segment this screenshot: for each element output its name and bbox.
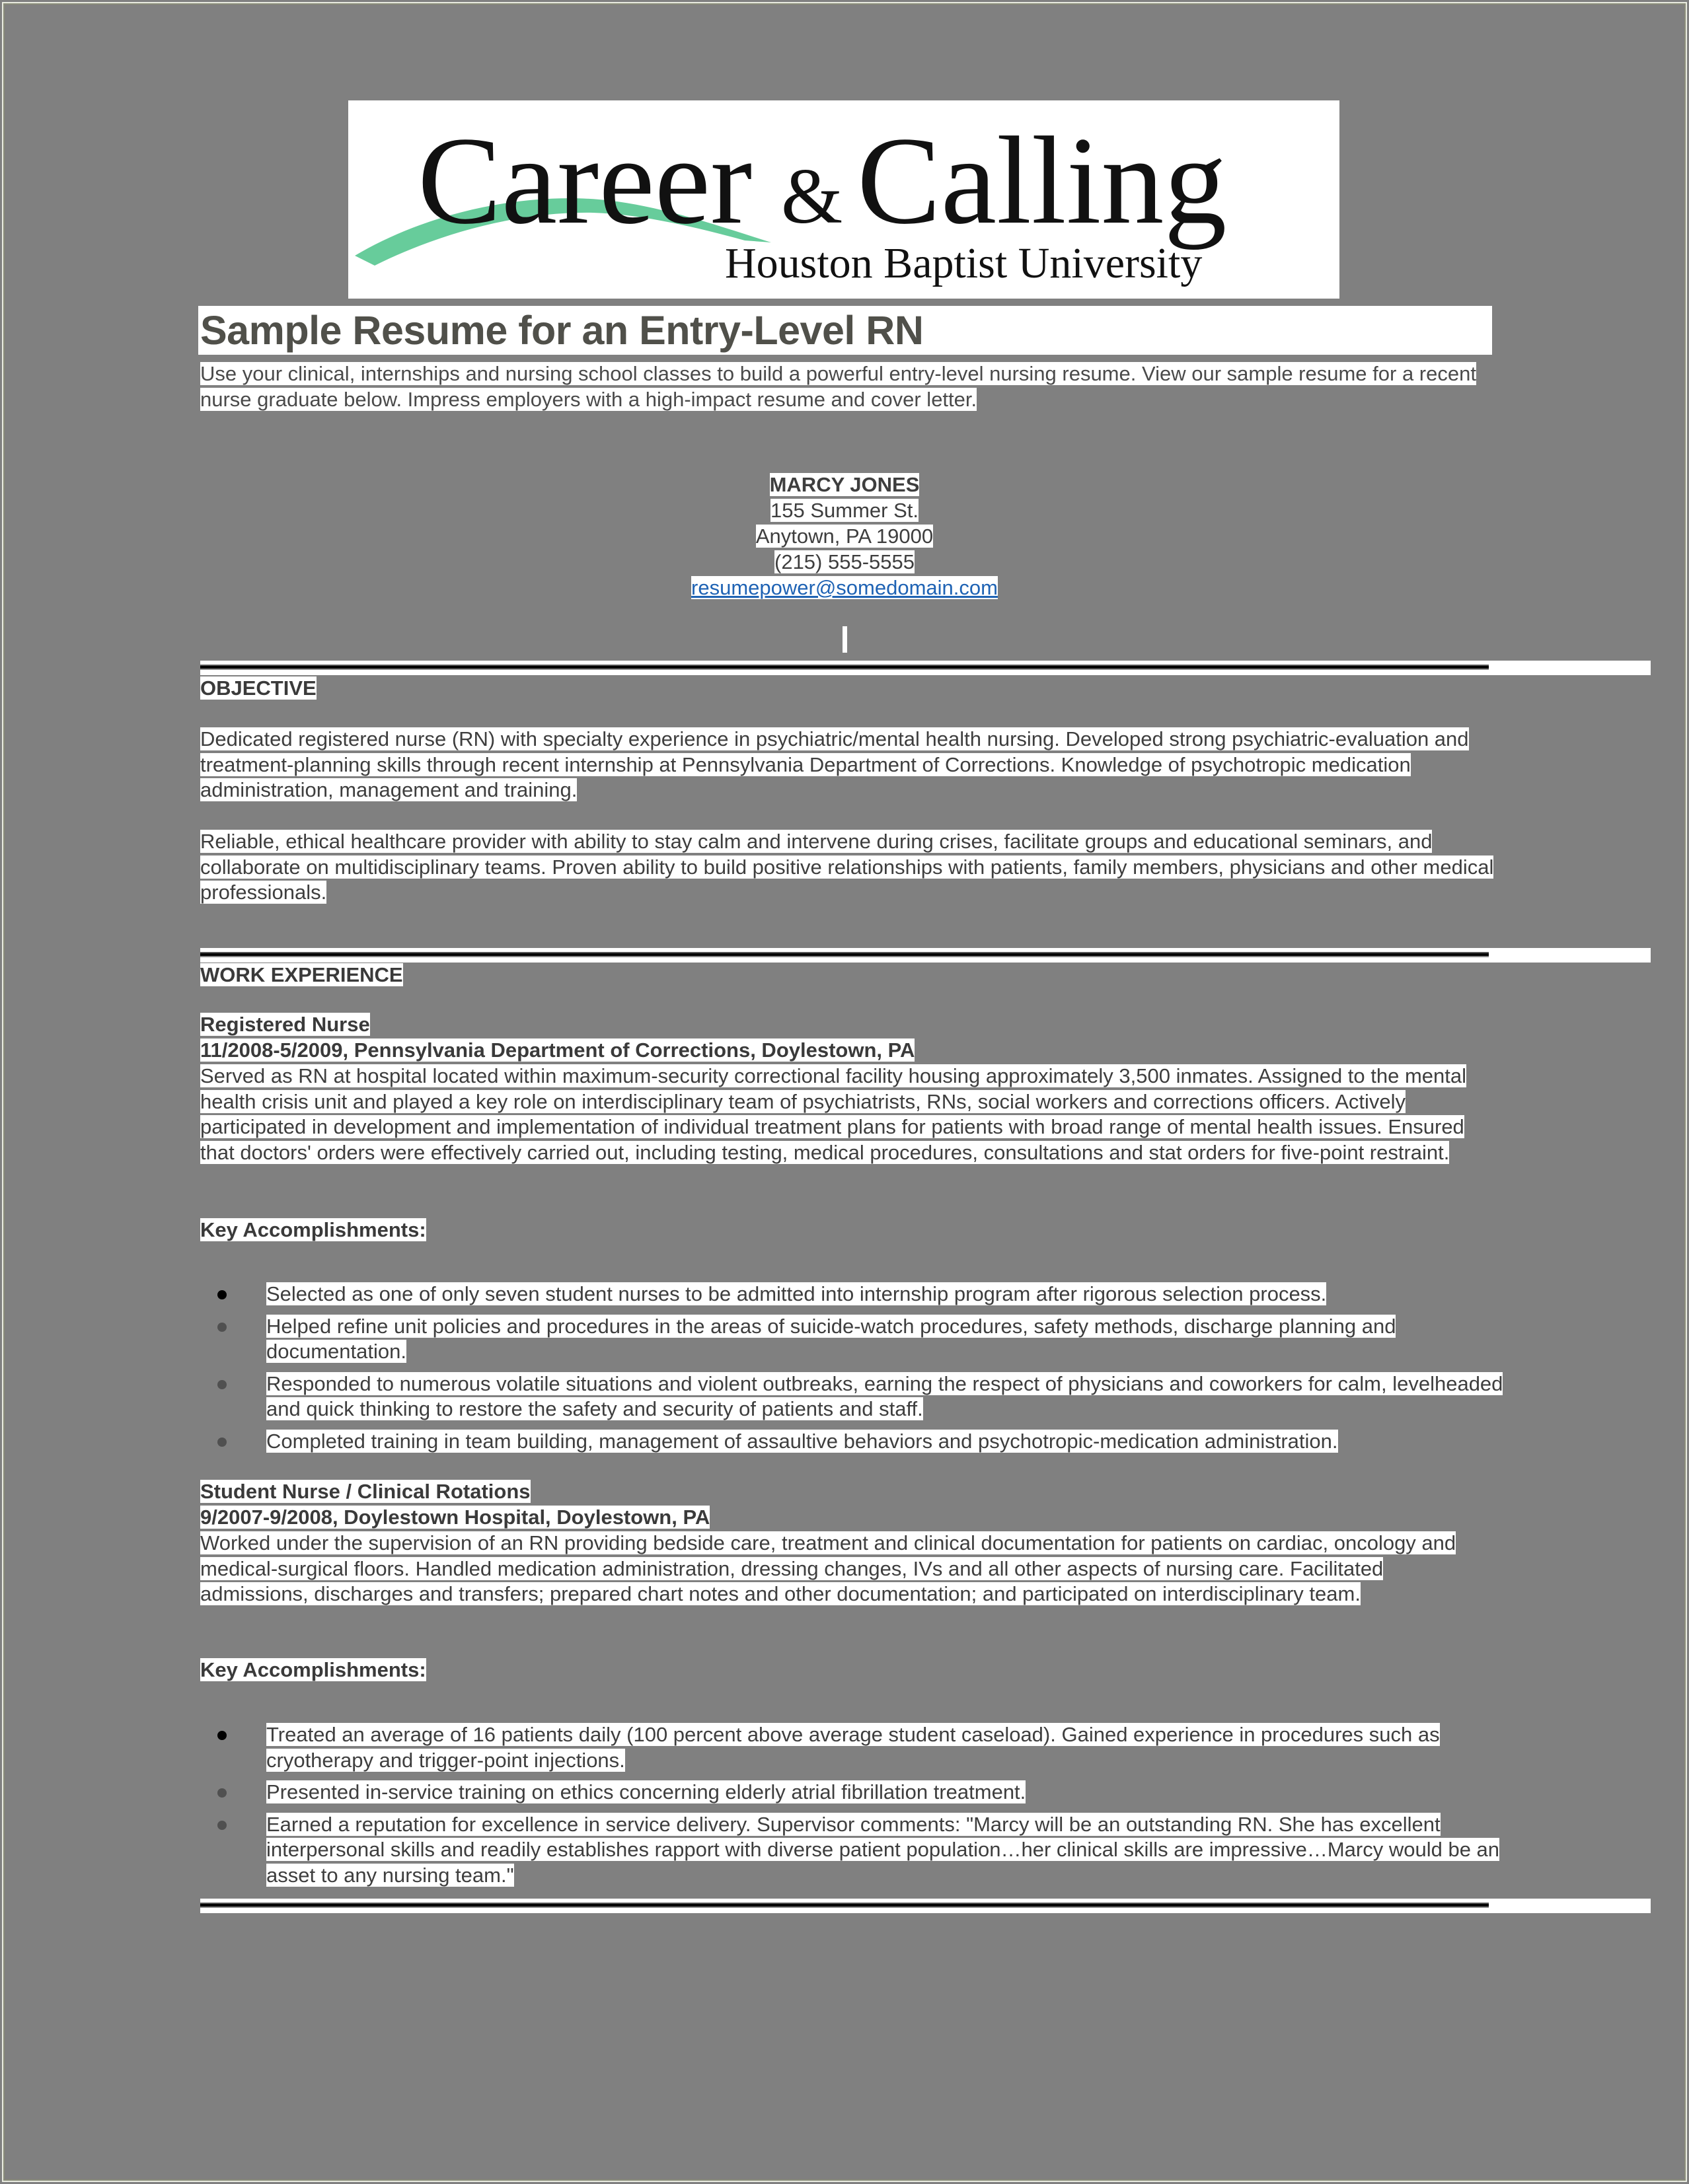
bullet-icon	[217, 1731, 227, 1740]
objective-paragraph-1: Dedicated registered nurse (RN) with specialty experience in psychiatric/mental health nursing. Developed strong psychiatric-evaluation and treatment-planning skills through recent internship at Pennsylvania Department of Corrections. Knowledge of psychotropic medication administration, management and training.	[200, 727, 1469, 802]
job-title-2: Student Nurse / Clinical Rotations	[200, 1480, 531, 1503]
objective-paragraph-2: Reliable, ethical healthcare provider with ability to stay calm and intervene during crises, facilitate groups and educational seminars, and collaborate on multidisciplinary teams. Proven ability to build positive relationships with patients, family members, physicians and other medical professionals.	[200, 830, 1494, 904]
list-item: Earned a reputation for excellence in service delivery. Supervisor comments: "Marcy will be an outstanding RN. She has excellent interpersonal skills and readily establishes rapport with diverse patient population…her clinical skills are impressive…Marcy would be an asset to any nursing team."	[200, 1812, 1522, 1889]
list-item: Selected as one of only seven student nurses to be admitted into internship program after rigorous selection process.	[200, 1282, 1522, 1307]
section-divider	[200, 1899, 1651, 1913]
bullet-icon	[217, 1323, 227, 1332]
career-calling-logo	[348, 100, 1339, 299]
objective-heading: OBJECTIVE	[200, 676, 317, 700]
accomplishments-list-2	[200, 1722, 1522, 1895]
job-meta-1: 11/2008-5/2009, Pennsylvania Department of Corrections, Doylestown, PA	[200, 1038, 915, 1062]
page-title: Sample Resume for an Entry-Level RN	[200, 308, 924, 353]
job-description-2: Worked under the supervision of an RN providing bedside care, treatment and clinical documentation for patients on cardiac, oncology and medical-surgical floors. Handled medication administration, dressing changes, IVs and all other aspects of nursing care. Facilitated admissions, discharges and transfers; prepared chart notes and other documentation; and participated on interdisciplinary team.	[200, 1531, 1456, 1606]
street-address: 155 Summer St.	[770, 499, 919, 522]
bullet-icon	[217, 1380, 227, 1389]
bullet-icon	[217, 1438, 227, 1447]
work-experience-heading: WORK EXPERIENCE	[200, 963, 403, 986]
logo-graphic	[348, 100, 1339, 299]
bullet-icon	[217, 1290, 227, 1299]
logo-subtitle-text: Houston Baptist University	[725, 239, 1203, 287]
email-link[interactable]: resumepower@somedomain.com	[691, 576, 998, 599]
candidate-name: MARCY JONES	[769, 473, 920, 496]
list-item: Treated an average of 16 patients daily (100 percent above average student caseload). Gained experience in procedures such as cryotherapy and trigger-point injections.	[200, 1722, 1522, 1773]
logo-calling-text: Calling	[857, 112, 1227, 250]
logo-ampersand-text: &	[781, 152, 843, 240]
list-item: Helped refine unit policies and procedures in the areas of suicide-watch procedures, safety methods, discharge planning and documentation.	[200, 1314, 1522, 1365]
list-item: Responded to numerous volatile situations and violent outbreaks, earning the respect of physicians and coworkers for calm, levelheaded and quick thinking to restore the safety and security of patients and staff.	[200, 1371, 1522, 1422]
list-item: Completed training in team building, management of assaultive behaviors and psychotropic-medication administration.	[200, 1429, 1522, 1455]
section-divider	[200, 948, 1651, 963]
text-cursor	[843, 626, 847, 653]
logo-career-text: Career	[418, 112, 753, 250]
intro-text: Use your clinical, internships and nursing school classes to build a powerful entry-level nursing resume. View our sample resume for a recent nurse graduate below. Impress employers with a high-impact resume and cover letter.	[200, 362, 1476, 411]
job-description-1: Served as RN at hospital located within maximum-security correctional facility housing approximately 3,500 inmates. Assigned to the mental health crisis unit and played a key role on interdisciplinary team of psychiatrists, RNs, social workers and corrections officers. Actively participated in development and implementation of individual treatment plans for patients with broad range of mental health issues. Ensured that doctors' orders were effectively carried out, including testing, medical procedures, consultations and stat orders for five-point restraint.	[200, 1064, 1467, 1164]
accomplishments-list-1	[200, 1282, 1522, 1461]
bullet-icon	[217, 1788, 227, 1798]
key-accomplishments-heading-1: Key Accomplishments:	[200, 1218, 426, 1241]
contact-block	[0, 472, 1689, 601]
section-divider	[200, 661, 1651, 675]
bullet-icon	[217, 1821, 227, 1830]
phone-number: (215) 555-5555	[774, 550, 915, 573]
job-meta-2: 9/2007-9/2008, Doylestown Hospital, Doylestown, PA	[200, 1506, 710, 1529]
key-accomplishments-heading-2: Key Accomplishments:	[200, 1658, 426, 1681]
list-item: Presented in-service training on ethics concerning elderly atrial fibrillation treatment.	[200, 1780, 1522, 1805]
intro-paragraph	[200, 361, 1495, 412]
city-state-zip: Anytown, PA 19000	[755, 525, 934, 548]
job-title-1: Registered Nurse	[200, 1013, 370, 1036]
